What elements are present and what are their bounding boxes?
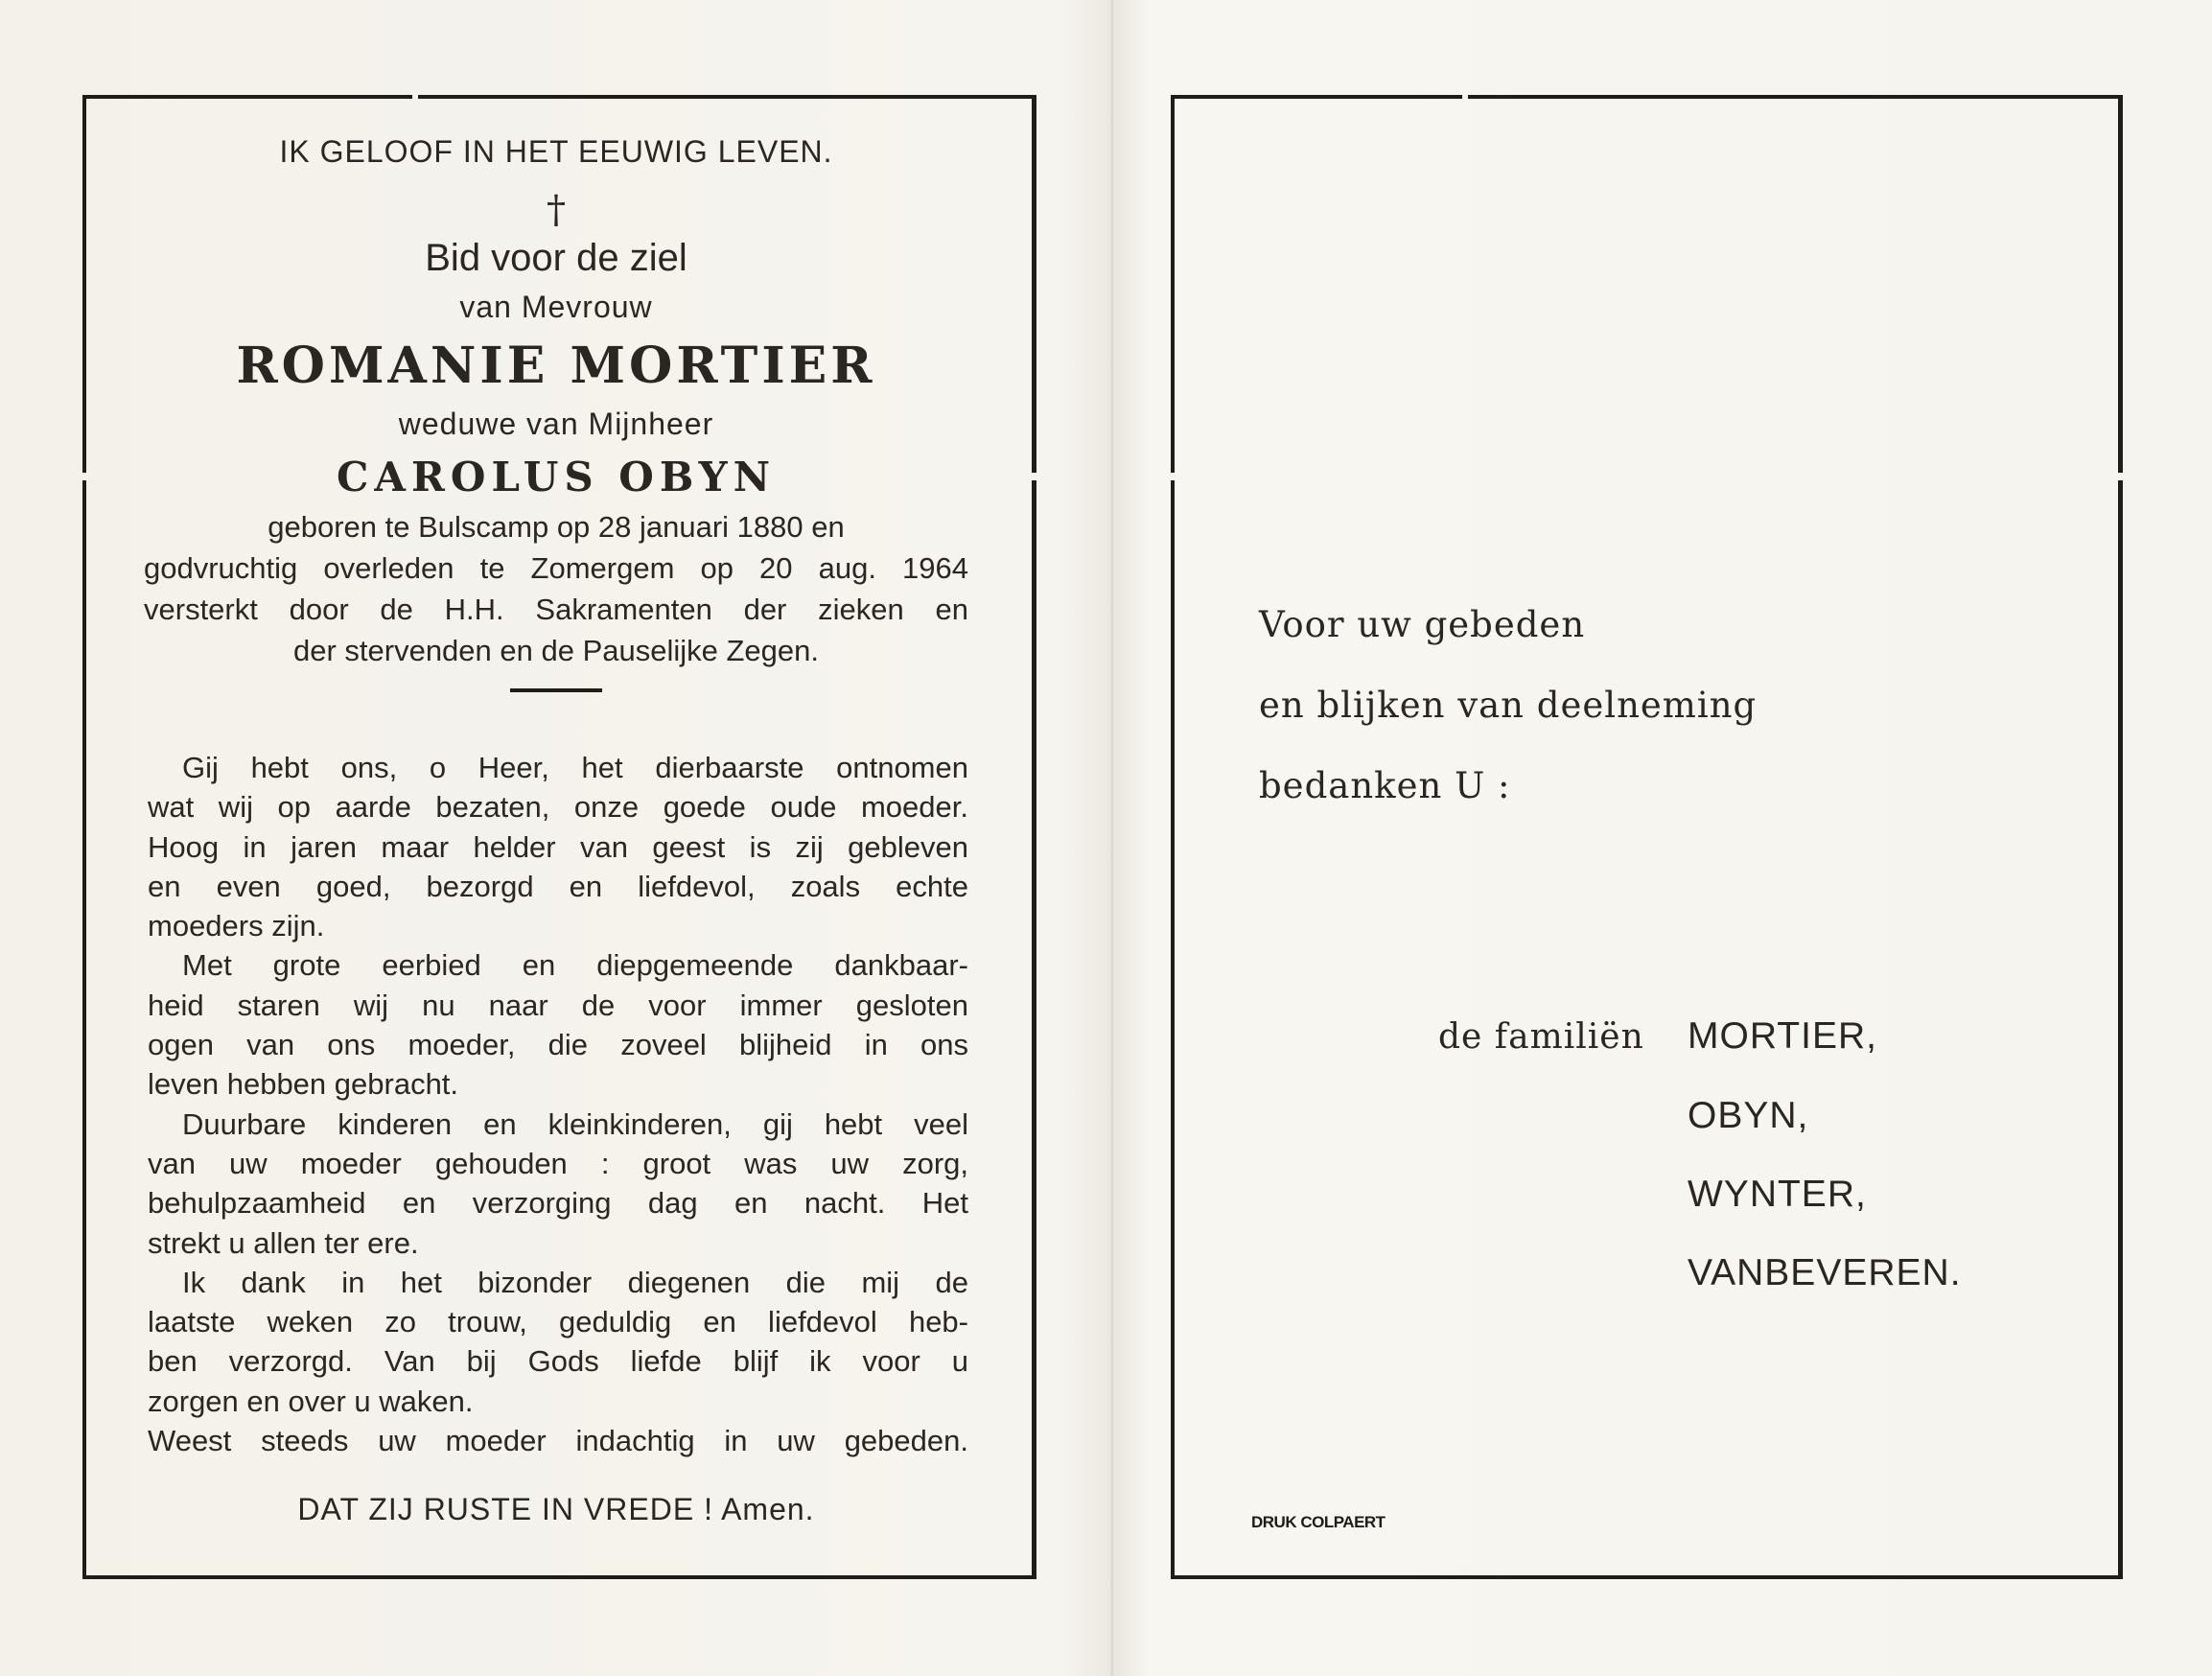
printer-imprint: DRUK COLPAERT	[1251, 1513, 1385, 1531]
bio-line: geboren te Bulscamp op 28 januari 1880 en	[268, 510, 845, 544]
memorial-text	[148, 748, 968, 1460]
paragraph	[148, 1105, 968, 1263]
text-line: leven hebben gebracht.	[148, 1067, 459, 1102]
memorial-header	[144, 134, 968, 692]
thanks-line: bedanken U :	[1259, 765, 1511, 806]
cross-icon: †	[547, 188, 566, 232]
bio-line: der stervenden en de Pauselijke Zegen.	[292, 634, 820, 667]
family-row	[1438, 1155, 2167, 1234]
bio-line: godvruchtig overleden te Zomergem op 20 aug. 1964	[144, 551, 968, 585]
family-row	[1438, 1077, 2167, 1155]
text-line: Duurbare kinderen en kleinkinderen, gij hebt veel	[182, 1106, 968, 1141]
text-line: wat wij op aarde bezaten, onze goede oude moeder.	[148, 790, 968, 825]
prayer-line: Bid voor de ziel	[425, 237, 687, 279]
family-name: MORTIER,	[1688, 1015, 1877, 1057]
text-line: strekt u allen ter ere.	[148, 1225, 419, 1260]
right-page	[1112, 0, 2212, 1676]
text-line: Ik dank in het bizonder diegenen die mij de	[182, 1265, 968, 1299]
right-border-frame	[1171, 95, 2123, 1579]
text-line: van uw moeder gehouden : groot was uw zorg,	[148, 1146, 968, 1180]
family-row	[1438, 997, 2167, 1077]
title-prefix: van Mevrouw	[459, 290, 653, 324]
family-row	[1438, 1234, 2167, 1313]
thanks-line: Voor uw gebeden	[1259, 604, 1586, 645]
biography	[144, 506, 968, 671]
text-line: moeders zijn.	[148, 909, 325, 943]
text-line: heid staren wij nu naar de voor immer gesloten	[148, 988, 968, 1022]
text-line: Gij hebt ons, o Heer, het dierbaarste ontnomen	[182, 751, 968, 784]
family-list	[1438, 997, 2167, 1313]
thanks-line: en blijken van deelneming	[1259, 685, 1758, 726]
text-line: Hoog in jaren maar helder van geest is zij gebleven	[148, 829, 968, 864]
paragraph	[148, 1263, 968, 1421]
text-line: en even goed, bezorgd en liefdevol, zoals echte	[148, 869, 968, 903]
thanks-message	[1259, 585, 1930, 826]
family-prefix: de familiën	[1438, 1017, 1644, 1057]
husband-name: CAROLUS OBYN	[336, 454, 777, 500]
text-line: behulpzaamheid en verzorging dag en nacht. Het	[148, 1186, 968, 1221]
widow-of: weduwe van Mijnheer	[398, 407, 714, 441]
paragraph	[148, 748, 968, 945]
family-name: OBYN,	[1688, 1095, 1809, 1136]
family-name: WYNTER,	[1688, 1174, 1867, 1215]
divider	[510, 688, 602, 692]
text-line: ben verzorgd. Van bij Gods liefde blijf ik voor u	[148, 1344, 968, 1379]
bio-line: versterkt door de H.H. Sakramenten der zieken en	[144, 593, 968, 626]
paragraph	[148, 945, 968, 1104]
family-name: VANBEVEREN.	[1688, 1252, 1962, 1293]
text-line: ogen van ons moeder, die zoveel blijheid in ons	[148, 1028, 968, 1062]
deceased-name: ROMANIE MORTIER	[236, 337, 876, 395]
text-line: laatste weken zo trouw, geduldig en liefdevol heb-	[148, 1305, 968, 1339]
text-line: zorgen en over u waken.	[148, 1384, 474, 1418]
text-line: Weest steeds uw moeder indachtig in uw gebeden.	[148, 1424, 968, 1458]
text-line: Met grote eerbied en diepgemeende dankbaar-	[182, 948, 968, 983]
motto: IK GELOOF IN HET EEUWIG LEVEN.	[279, 134, 833, 169]
closing-line: DAT ZIJ RUSTE IN VREDE ! Amen.	[297, 1492, 815, 1526]
paragraph	[148, 1421, 968, 1460]
